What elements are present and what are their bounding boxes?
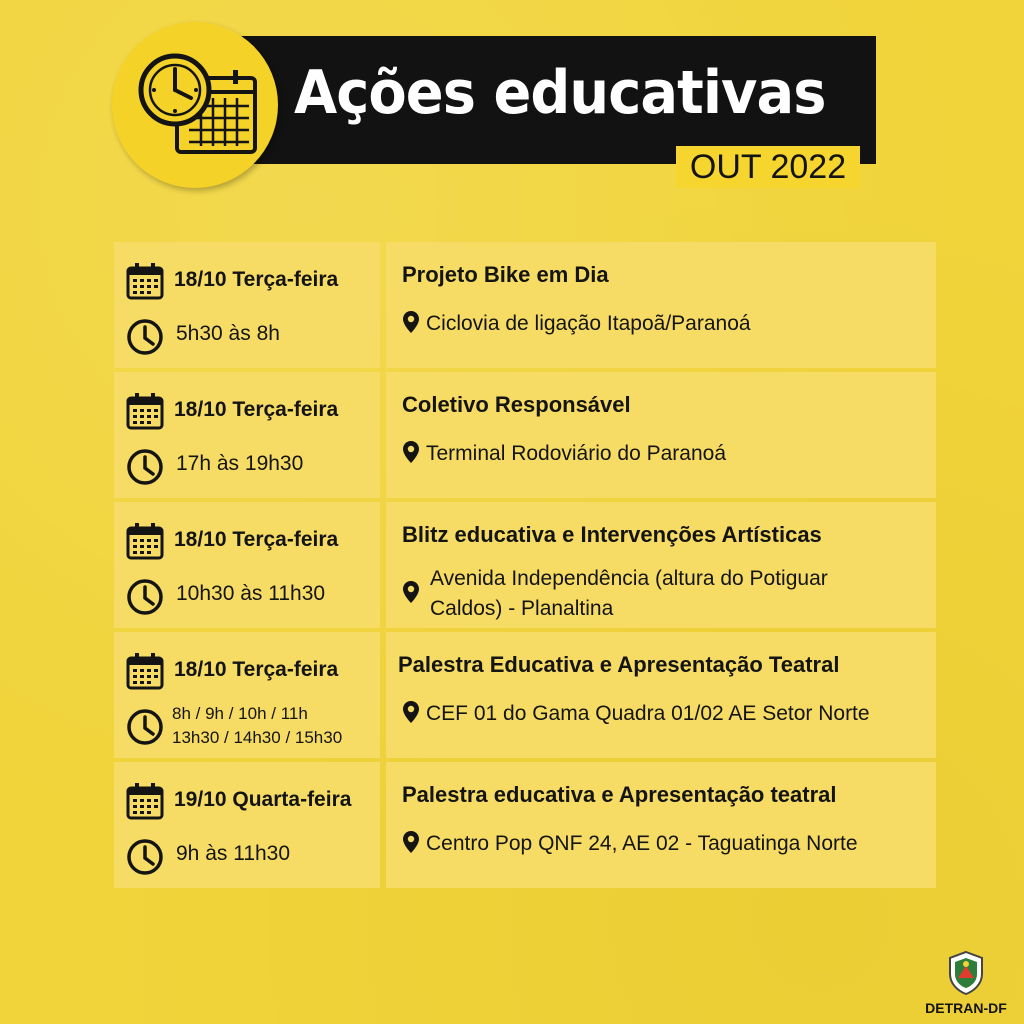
logo-text: DETRAN-DF [925, 1000, 1007, 1016]
event-date: 18/10 Terça-feira [174, 658, 339, 681]
location-pin-icon [402, 700, 420, 724]
event-location-line: Caldos) - Planaltina [430, 597, 614, 620]
event-time: 10h30 às 11h30 [176, 582, 326, 605]
event-schedule-cell [114, 762, 380, 888]
location-pin-icon [402, 310, 420, 334]
clock-icon [126, 318, 164, 356]
month-badge: OUT 2022 [676, 146, 860, 188]
location-pin-icon [402, 440, 420, 464]
event-details-cell [386, 372, 936, 498]
event-details-cell [386, 632, 936, 758]
event-location: Centro Pop QNF 24, AE 02 - Taguatinga Norte [426, 832, 858, 855]
event-date: 18/10 Terça-feira [174, 398, 339, 421]
event-time-line: 8h / 9h / 10h / 11h [172, 704, 308, 723]
event-title: Projeto Bike em Dia [402, 262, 609, 287]
clock-icon [126, 448, 164, 486]
event-location-line: Avenida Independência (altura do Potiguar [430, 567, 828, 590]
event-time: 9h às 11h30 [176, 842, 291, 865]
event-date: 18/10 Terça-feira [174, 528, 339, 551]
clock-icon [126, 578, 164, 616]
event-row [114, 632, 936, 758]
event-title: Blitz educativa e Intervenções Artísticas [402, 522, 822, 547]
event-title: Coletivo Responsável [402, 392, 631, 417]
detran-logo [916, 948, 1016, 1018]
location-pin-icon [402, 830, 420, 854]
event-row [114, 242, 936, 368]
event-location [430, 564, 828, 624]
calendar-icon [126, 782, 166, 820]
event-title: Palestra Educativa e Apresentação Teatral [398, 652, 840, 677]
calendar-icon [126, 262, 166, 300]
event-location: Terminal Rodoviário do Paranoá [426, 442, 726, 465]
event-date: 18/10 Terça-feira [174, 268, 339, 291]
clock-calendar-badge [112, 22, 278, 188]
calendar-icon [126, 652, 166, 690]
event-schedule-cell [114, 242, 380, 368]
event-time [172, 702, 342, 750]
event-details-cell [386, 762, 936, 888]
location-pin-icon [402, 580, 420, 604]
event-time: 17h às 19h30 [176, 452, 304, 475]
event-schedule-cell [114, 632, 380, 758]
event-details-cell [386, 242, 936, 368]
clock-calendar-icon [137, 52, 259, 158]
event-location: Ciclovia de ligação Itapoã/Paranoá [426, 312, 751, 335]
detran-shield-icon [946, 950, 986, 996]
event-time: 5h30 às 8h [176, 322, 280, 345]
event-details-cell [386, 502, 936, 628]
calendar-icon [126, 522, 166, 560]
event-row [114, 502, 936, 628]
event-row [114, 762, 936, 888]
calendar-icon [126, 392, 166, 430]
event-title: Palestra educativa e Apresentação teatral [402, 782, 837, 807]
page-title: Ações educativas [294, 58, 826, 128]
event-time-line: 13h30 / 14h30 / 15h30 [172, 728, 343, 747]
event-date: 19/10 Quarta-feira [174, 788, 352, 811]
event-schedule-cell [114, 372, 380, 498]
event-location: CEF 01 do Gama Quadra 01/02 AE Setor Norte [426, 702, 870, 725]
event-row [114, 372, 936, 498]
event-schedule-cell [114, 502, 380, 628]
clock-icon [126, 708, 164, 746]
clock-icon [126, 838, 164, 876]
